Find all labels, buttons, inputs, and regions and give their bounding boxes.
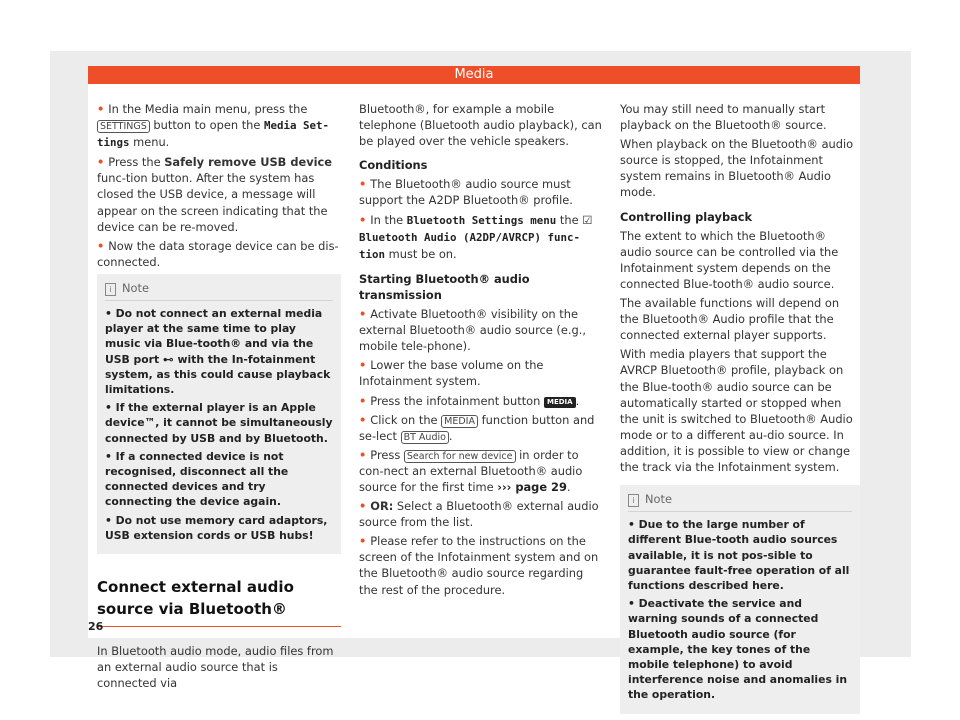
step-item: • Activate Bluetooth® visibility on the external Bluetooth® audio source (e.g., mobile tele-phone). bbox=[359, 307, 586, 354]
paragraph: Bluetooth®, for example a mobile telephone (Bluetooth audio playback), can be played over the vehicle speakers. bbox=[359, 102, 602, 149]
note-item: • Deactivate the service and warning sounds of a connected Bluetooth audio source (for example, the key tones of the mobile telephone) to avoid interference noise and anomalies in the operation. bbox=[628, 597, 848, 702]
step-item: • Click on the MEDIA function button and se-lect BT Audio . bbox=[359, 412, 595, 443]
paragraph: You may still need to manually start playback on the Bluetooth® source. bbox=[620, 102, 827, 133]
note-item: • Do not use memory card adaptors, USB extension cords or USB hubs! bbox=[105, 513, 328, 542]
paragraph: When playback on the Bluetooth® audio source is stopped, the Infotainment system remains in Bluetooth® Audio mode. bbox=[620, 137, 854, 200]
note-item: • Do not connect an external media player at the same time to play music via Blue-tooth® and via the USB port ⊷ with the In-fotainment system, as this could cause playback limitations. bbox=[105, 307, 331, 397]
starting-heading: Starting Bluetooth® audio transmission bbox=[359, 271, 530, 302]
conditions-heading: Conditions bbox=[359, 158, 428, 173]
paragraph: The extent to which the Bluetooth® audio source can be controlled via the Infotainment system depends on the connected Blue-tooth® audio source. bbox=[620, 228, 839, 291]
search-device-key: Search for new device bbox=[404, 450, 516, 463]
step-item: • Lower the base volume on the Infotainment system. bbox=[359, 358, 544, 389]
note-box bbox=[97, 274, 341, 554]
section-heading: Connect external audio source via Bluetooth® bbox=[97, 576, 341, 627]
step-open-settings: • In the Media main menu, press the SETTINGS button to open the Media Set-tings menu. bbox=[97, 102, 330, 150]
step-item: • Please refer to the instructions on the screen of the Infotainment system and on the Bluetooth® audio source regarding the rest of the procedure. bbox=[359, 534, 599, 597]
step-item: • OR: Select a Bluetooth® external audio source from the list. bbox=[359, 499, 599, 530]
step-safely-remove: • Press the Safely remove USB device func-tion button. After the system has closed the USB device, a message will appear on the screen indicating that the device can be re-moved. bbox=[97, 155, 333, 234]
step-disconnect: • Now the data storage device can be dis-connected. bbox=[97, 238, 339, 269]
section-intro: In Bluetooth audio mode, audio files from an external audio source that is connected via bbox=[97, 644, 334, 691]
bt-audio-key: BT Audio bbox=[401, 431, 449, 444]
condition-item: • In the Bluetooth Settings menu the ☑ Bluetooth Audio (A2DP/AVRCP) func-tion must be on. bbox=[359, 212, 593, 261]
note-item: • If a connected device is not recognised, disconnect all the connected devices and try connecting the device again. bbox=[105, 449, 289, 509]
note-title: i Note bbox=[105, 280, 333, 301]
page-reference: ››› page 29 bbox=[497, 479, 567, 494]
column-middle bbox=[359, 101, 603, 601]
column-left bbox=[97, 101, 341, 694]
info-icon: i bbox=[628, 494, 639, 507]
note-item: • If the external player is an Apple device™, it cannot be simultaneously connected by USB and by Bluetooth. bbox=[105, 401, 333, 445]
column-right bbox=[620, 101, 860, 720]
note-title: i Note bbox=[628, 491, 852, 512]
info-icon: i bbox=[105, 283, 116, 296]
page-number: 26 bbox=[88, 620, 104, 633]
note-item: • Due to the large number of different Blue-tooth audio sources available, it is not pos-sible to guarantee fault-free operation of all functions described here. bbox=[628, 518, 850, 592]
condition-item: • The Bluetooth® audio source must support the A2DP Bluetooth® profile. bbox=[359, 177, 573, 208]
step-item: • Press the infotainment button MEDIA . bbox=[359, 393, 580, 408]
step-item: • Press Search for new device in order to con-nect an external Bluetooth® audio source for the first time ››› page 29. bbox=[359, 447, 583, 494]
paragraph: The available functions will depend on the Bluetooth® Audio profile that the connected external player supports. bbox=[620, 296, 840, 343]
media-button-icon: MEDIA bbox=[544, 397, 576, 408]
settings-key: SETTINGS bbox=[97, 120, 150, 133]
paragraph: With media players that support the AVRCP Bluetooth® profile, playback on the Blue-tooth® audio source can be automatically started or stopped when the unit is switched to Bluetooth® Audio mode or to a different au-dio source. In addition, it is possible to view or change the track via the Infotainment system. bbox=[620, 347, 853, 474]
note-box bbox=[620, 485, 860, 714]
media-key: MEDIA bbox=[441, 415, 478, 428]
controlling-heading: Controlling playback bbox=[620, 209, 753, 224]
page-header: Media bbox=[88, 66, 860, 84]
